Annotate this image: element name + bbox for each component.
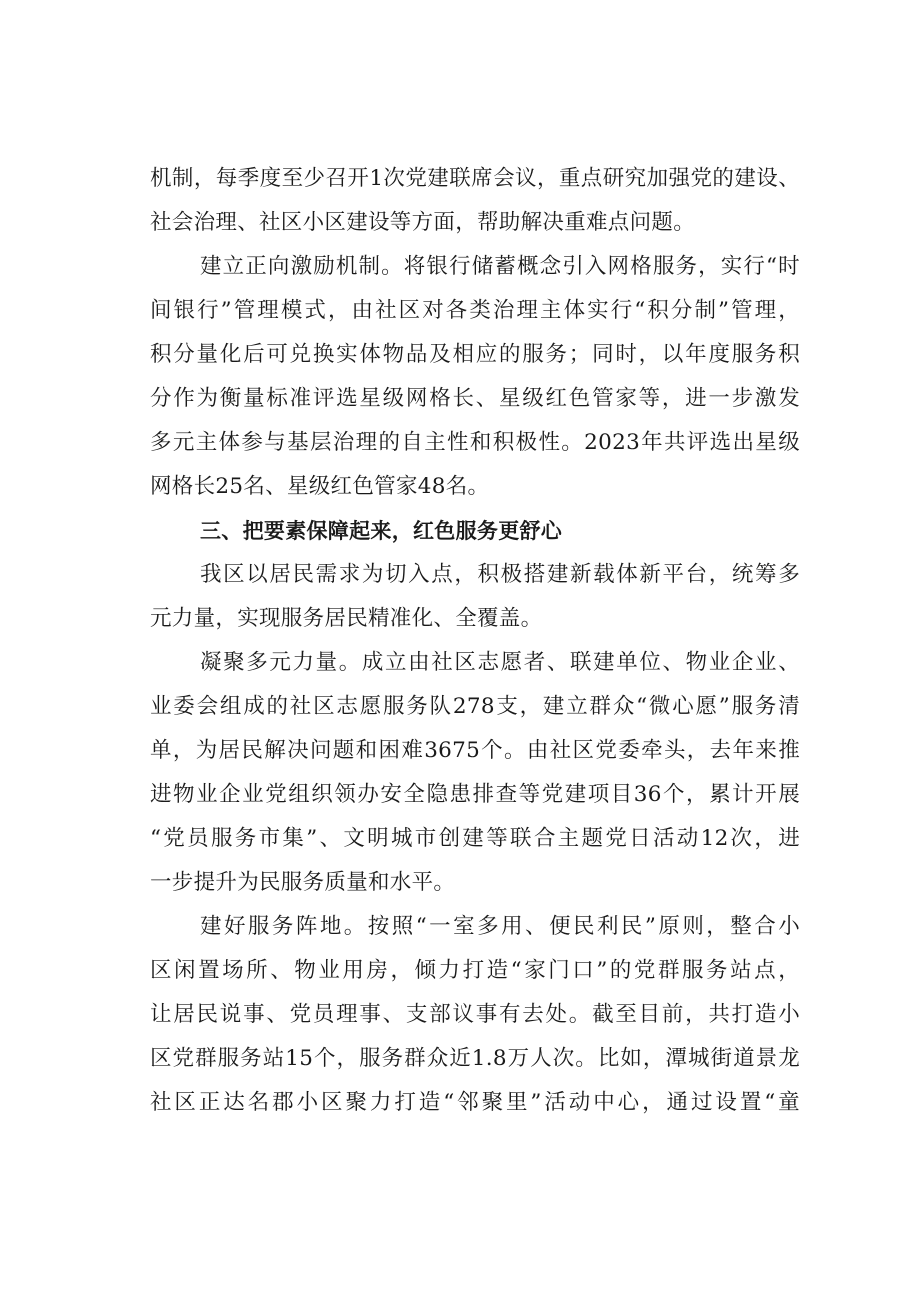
text-line: 机制，每季度至少召开1次党建联席会议，重点研究加强党的建设、: [150, 166, 800, 191]
text-line: 元力量，实现服务居民精准化、全覆盖。: [150, 606, 543, 631]
text-line: 单，为居民解决问题和困难3675个。由社区党委牵头，去年来推: [150, 738, 800, 763]
paragraph-start-line: 建好服务阵地。按照“一室多用、便民利民”原则，整合小: [200, 914, 800, 939]
text-line: 分作为衡量标准评选星级网格长、星级红色管家等，进一步激发: [150, 386, 800, 411]
text-line: 让居民说事、党员理事、支部议事有去处。截至目前，共打造小: [150, 1002, 800, 1027]
text-line: 社会治理、社区小区建设等方面，帮助解决重难点问题。: [150, 210, 696, 235]
text-line: 积分量化后可兑换实体物品及相应的服务；同时，以年度服务积: [150, 342, 800, 367]
text-line: 一步提升为民服务质量和水平。: [150, 870, 456, 895]
text-line: 业委会组成的社区志愿服务队278支，建立群众“微心愿”服务清: [150, 694, 800, 719]
text-line: 区闲置场所、物业用房，倾力打造“家门口”的党群服务站点，: [150, 958, 800, 983]
text-line: 区党群服务站15个，服务群众近1.8万人次。比如，潭城街道景龙: [150, 1046, 800, 1071]
paragraph-start-line: 凝聚多元力量。成立由社区志愿者、联建单位、物业企业、: [200, 650, 800, 675]
paragraph-start-line: 我区以居民需求为切入点，积极搭建新载体新平台，统筹多: [200, 562, 800, 587]
text-line: “党员服务市集”、文明城市创建等联合主题党日活动12次，进: [150, 826, 800, 851]
text-line: 间银行”管理模式，由社区对各类治理主体实行“积分制”管理，: [150, 298, 800, 323]
section-heading: 三、把要素保障起来，红色服务更舒心: [200, 519, 563, 543]
text-line: 社区正达名郡小区聚力打造“邻聚里”活动中心，通过设置“童: [150, 1090, 800, 1115]
paragraph-start-line: 建立正向激励机制。将银行储蓄概念引入网格服务，实行“时: [200, 254, 800, 279]
text-line: 进物业企业党组织领办安全隐患排查等党建项目36个，累计开展: [150, 782, 800, 807]
text-line: 网格长25名、星级红色管家48名。: [150, 474, 490, 499]
text-line: 多元主体参与基层治理的自主性和积极性。2023年共评选出星级: [150, 430, 800, 455]
